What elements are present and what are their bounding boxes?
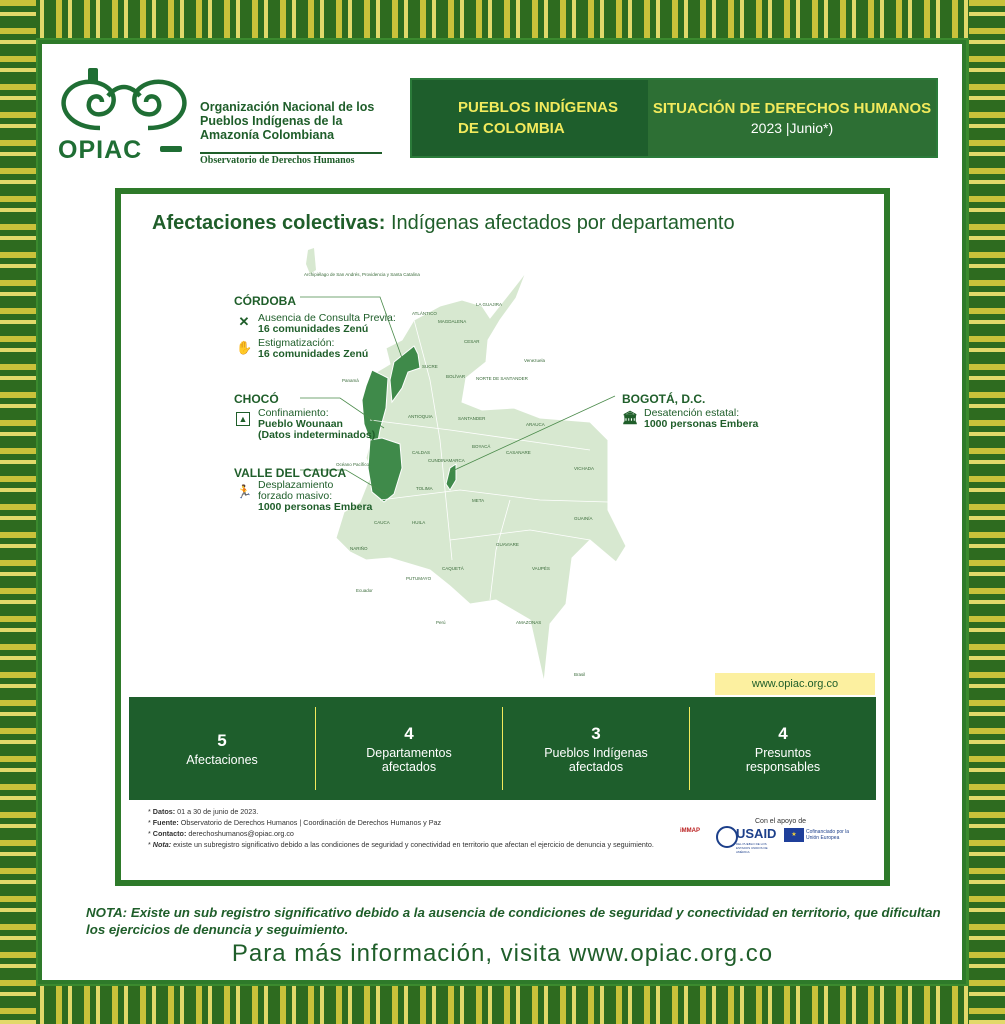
map-label: ANTIOQUIA <box>408 414 433 419</box>
left-border-pattern <box>0 0 36 1024</box>
immap-logo: iMMAP <box>680 828 700 834</box>
bogota-label: BOGOTÁ, D.C. <box>622 392 706 406</box>
right-border-pattern <box>969 0 1005 1024</box>
map-label: NORTE DE SANTANDER <box>476 376 528 381</box>
footnote-datos: * Datos: 01 a 30 de junio de 2023. <box>148 807 259 816</box>
more-info-link[interactable]: Para más información, visita www.opiac.org.co <box>231 940 774 967</box>
stat-item <box>690 707 876 790</box>
map-label: CASANARE <box>506 450 531 455</box>
bottom-border-pattern <box>0 986 1005 1024</box>
sponsor-label: Con el apoyo de <box>755 818 806 825</box>
map-label: CUNDINAMARCA <box>428 458 465 463</box>
map-label: MAGDALENA <box>438 319 467 324</box>
map-label: Perú <box>436 620 446 625</box>
map-label: PUTUMAYO <box>406 576 432 581</box>
bogota-annotation <box>644 408 758 430</box>
top-border-pattern <box>0 0 1005 38</box>
usaid-seal-icon <box>716 826 738 848</box>
map-label: Panamá <box>342 378 359 383</box>
map-label: ATLÁNTICO <box>412 311 437 316</box>
stat-label: Pueblos Indígenas afectados <box>544 745 648 774</box>
panel-title-bold: Afectaciones colectivas: <box>152 212 386 234</box>
stat-number: 3 <box>591 723 601 743</box>
valle-a1-line2: forzado masivo: <box>258 490 333 502</box>
panel-title-rest: Indígenas afectados por departamento <box>385 212 735 234</box>
map-label: ARAUCA <box>526 422 545 427</box>
confinement-icon: ▲ <box>236 412 250 426</box>
header-banner <box>410 78 938 158</box>
usaid-logo: USAID <box>736 826 777 841</box>
choco-annotation <box>258 408 375 441</box>
bogota-a1-line2: 1000 personas Embera <box>644 418 759 430</box>
map-label: Ecuador <box>356 588 373 593</box>
footnotes <box>148 806 678 850</box>
valle-a1-line1: Desplazamiento <box>258 479 334 491</box>
map-label: GUAINÍA <box>574 516 593 521</box>
cordoba-label: CÓRDOBA <box>234 294 296 308</box>
government-building-icon: 🏛 <box>622 410 639 425</box>
stat-number: 4 <box>778 723 788 743</box>
cordoba-annotation-1 <box>258 313 396 335</box>
map-label: Brasil <box>574 672 586 677</box>
cordoba-a1-line2: 16 comunidades Zenú <box>258 323 369 335</box>
website-tag: www.opiac.org.co <box>715 673 875 695</box>
map-label: VICHADA <box>574 466 595 471</box>
stat-number: 5 <box>217 730 227 750</box>
stat-item <box>129 707 316 790</box>
footnote-fuente: * Fuente: Observatorio de Derechos Humanos | Coordinación de Derechos Humanos y Paz <box>148 818 442 827</box>
header-right-period: 2023 |Junio*) <box>750 120 834 136</box>
eu-flag-icon: ★ <box>784 828 804 842</box>
map-label: META <box>472 498 485 503</box>
bogota-a1-line1: Desatención estatal: <box>644 407 740 419</box>
bottom-note <box>86 904 946 938</box>
valle-annotation <box>258 480 372 513</box>
stat-label: Departamentos afectados <box>366 745 452 774</box>
stigma-people-icon: ✋ <box>236 340 253 355</box>
map-label: HUILA <box>412 520 426 525</box>
choco-a1-line3: (Datos indeterminados) <box>258 429 376 441</box>
map-label: AMAZONAS <box>516 620 542 625</box>
map-label: BOYACÁ <box>472 444 491 449</box>
header-left-line1: PUEBLOS INDÍGENAS <box>458 99 619 116</box>
cordoba-a2-line2: 16 comunidades Zenú <box>258 348 369 360</box>
map-label: CAUCA <box>374 520 390 525</box>
footnote-nota: * Nota: existe un subregistro significativo debido a las condiciones de seguridad y conectividad en territorio que afectan el ejercicio de denuncia y seguimiento. <box>148 840 654 849</box>
choco-a1-line1: Confinamiento: <box>258 407 329 419</box>
map-label: Archipiélago de San Andrés, Providencia y Santa Catalina <box>304 272 420 277</box>
stats-bar <box>129 697 876 800</box>
header-left-line2: DE COLOMBIA <box>458 120 565 137</box>
map-label: CESAR <box>464 339 480 344</box>
map-label: Venezuela <box>524 358 546 363</box>
map-label: SUCRE <box>422 364 438 369</box>
stat-number: 4 <box>404 723 414 743</box>
choco-a1-line2: Pueblo Wounaan <box>258 418 343 430</box>
map-label: CAQUETÁ <box>442 566 464 571</box>
map-label: LA GUAJIRA <box>476 302 503 307</box>
san-andres-shape <box>306 248 316 274</box>
header-left <box>412 80 648 156</box>
footnote-contacto: * Contacto: derechoshumanos@opiac.org.co <box>148 829 294 838</box>
header-right <box>648 80 936 156</box>
panel-title <box>152 212 735 235</box>
cordoba-a1-line1: Ausencia de Consulta Previa: <box>258 312 396 324</box>
valle-label: VALLE DEL CAUCA <box>234 466 347 480</box>
cordoba-a2-line1: Estigmatización: <box>258 337 335 349</box>
cordoba-annotation-2 <box>258 338 368 360</box>
stat-label: Afectaciones <box>186 752 258 767</box>
sponsor-logos <box>680 820 860 860</box>
map-label: NARIÑO <box>350 546 368 551</box>
usaid-subtitle: DEL PUEBLO DE LOS ESTADOS UNIDOS DE AMÉRICA <box>736 842 768 854</box>
header-right-title: SITUACIÓN DE DERECHOS HUMANOS <box>652 100 932 117</box>
displacement-icon: 🏃 <box>236 484 253 499</box>
map-label: VAUPÉS <box>532 566 550 571</box>
valle-a1-line3: 1000 personas Embera <box>258 501 373 513</box>
org-name: Organización Nacional de los Pueblos Indígenas de la Amazonía Colombiana <box>200 100 375 142</box>
choco-label: CHOCÓ <box>234 392 279 406</box>
map-label: BOLÍVAR <box>446 374 466 379</box>
stat-label: Presuntos responsables <box>745 745 821 774</box>
note-label: NOTA: <box>86 905 128 920</box>
eu-text: Cofinanciado por la Unión Europea <box>806 829 850 841</box>
stat-item <box>503 707 690 790</box>
opiac-wordmark: OPIAC <box>58 136 143 164</box>
stat-item <box>316 707 503 790</box>
cross-icon: ✕ <box>238 314 250 329</box>
org-subtitle: Observatorio de Derechos Humanos <box>200 152 382 166</box>
map-label: Océano Pacífico <box>336 462 370 467</box>
map-label: CALDAS <box>412 450 431 455</box>
map-label: GUAVIARE <box>496 542 519 547</box>
map-label: SANTANDER <box>458 416 486 421</box>
map-label: TOLIMA <box>416 486 433 491</box>
note-text: Existe un sub registro significativo debido a la ausencia de condiciones de seguridad y conectividad en territorio, que dificultan los ejercicios de denuncia y seguimiento. <box>86 905 941 937</box>
